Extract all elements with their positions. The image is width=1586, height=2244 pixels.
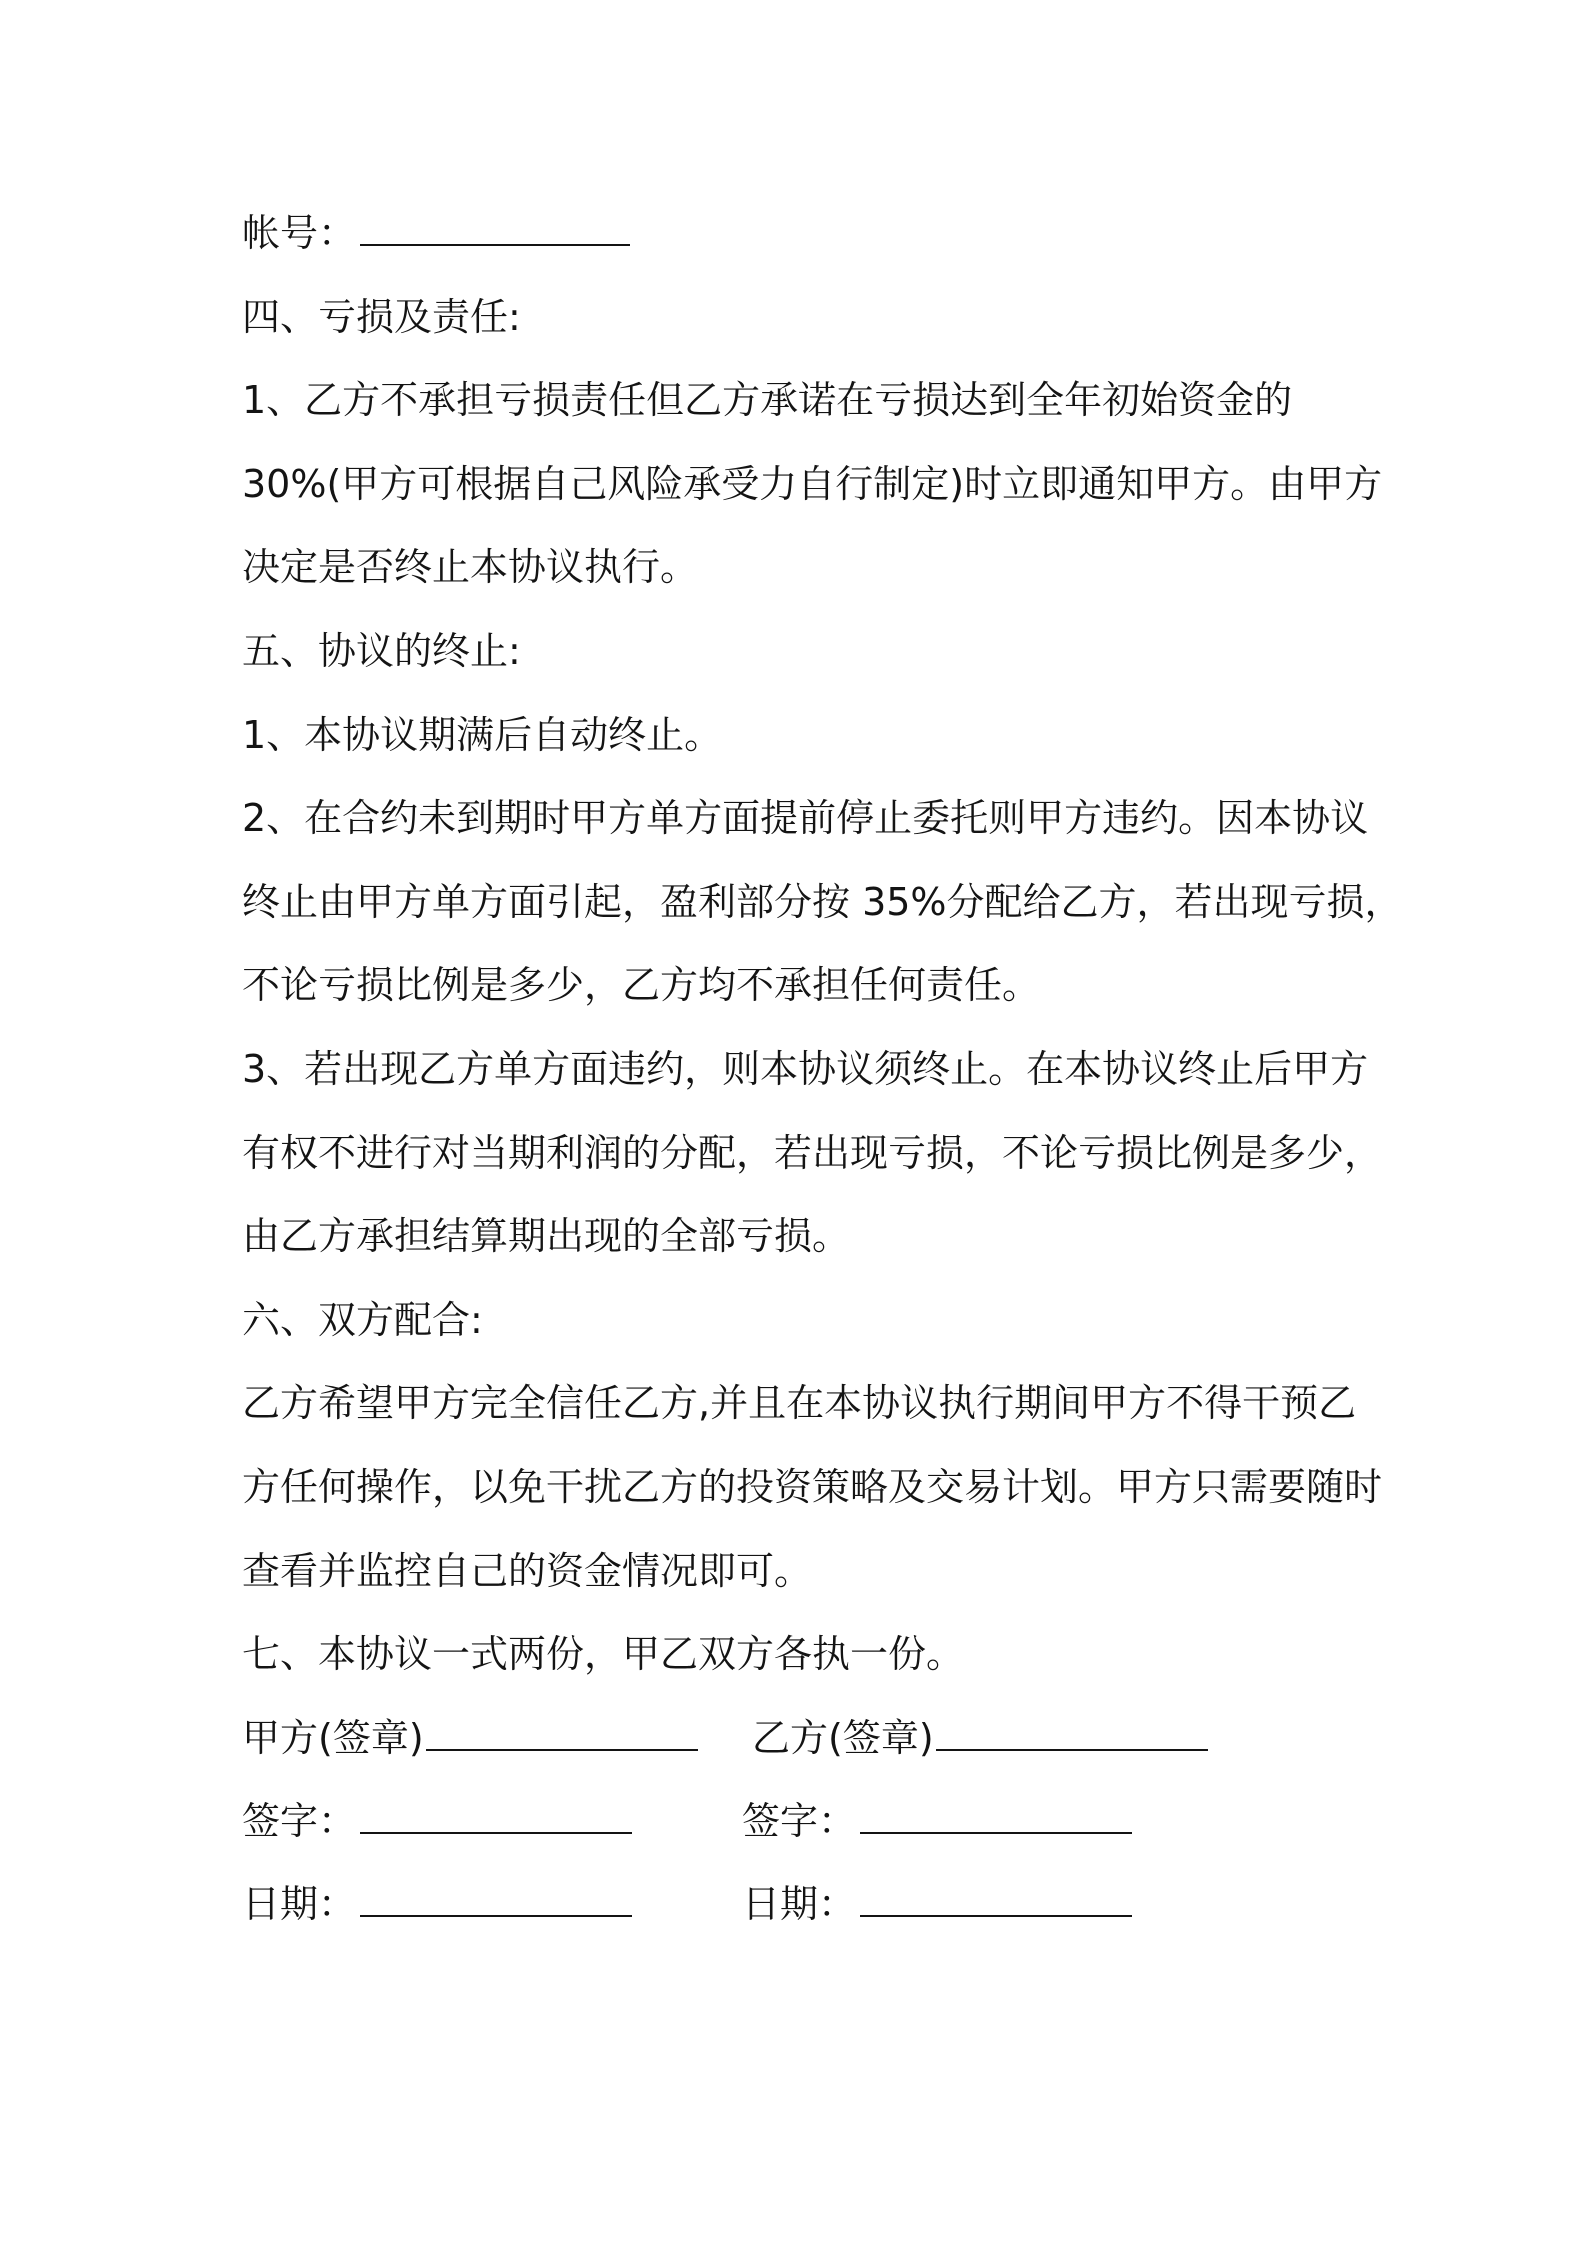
- party-b-signature: [742, 1780, 1132, 1863]
- date-label: 日期：: [242, 1881, 357, 1926]
- section-5-heading: 五、协议的终止:: [242, 628, 521, 673]
- section-5-line: 终止由甲方单方面引起，盈利部分按 35%分配给乙方，若出现亏损，: [242, 879, 1403, 924]
- party-b-date-blank: [860, 1885, 1132, 1917]
- party-a-label: 甲方(签章): [242, 1715, 424, 1760]
- section-4-line: 1、乙方不承担亏损责任但乙方承诺在亏损达到全年初始资金的: [242, 378, 1293, 423]
- account-line: [242, 192, 1362, 276]
- document-page: [242, 192, 1403, 1946]
- section-4-heading: 四、亏损及责任:: [242, 294, 521, 339]
- section-5-line: 3、若出现乙方单方面违约，则本协议须终止。在本协议终止后甲方: [242, 1046, 1369, 1091]
- section-6-line: 乙方希望甲方完全信任乙方,并且在本协议执行期间甲方不得干预乙: [242, 1381, 1357, 1426]
- section-5-line: 有权不进行对当期利润的分配，若出现亏损，不论亏损比例是多少，: [242, 1130, 1383, 1175]
- signature-row: [242, 1780, 1362, 1863]
- section-6-line: 查看并监控自己的资金情况即可。: [242, 1548, 813, 1593]
- section-4-line: 决定是否终止本协议执行。: [242, 545, 699, 590]
- section-6-line: 方任何操作，以免干扰乙方的投资策略及交易计划。甲方只需要随时: [242, 1464, 1383, 1509]
- sign-label: 签字：: [242, 1798, 357, 1843]
- party-b-seal: [752, 1697, 1208, 1780]
- section-4-line: 30%(甲方可根据自己风险承受力自行制定)时立即通知甲方。由甲方: [242, 461, 1383, 506]
- account-blank: [360, 214, 630, 246]
- party-a-date: [242, 1863, 632, 1946]
- section-7-text: 七、本协议一式两份，甲乙双方各执一份。: [242, 1632, 965, 1677]
- sign-label: 签字：: [742, 1798, 857, 1843]
- party-b-signature-blank: [860, 1802, 1132, 1834]
- date-label: 日期：: [742, 1881, 857, 1926]
- party-b-date: [742, 1863, 1132, 1946]
- date-row: [242, 1863, 1362, 1946]
- party-a-signature-blank: [360, 1802, 632, 1834]
- section-6-heading: 六、双方配合:: [242, 1297, 483, 1342]
- party-a-date-blank: [360, 1885, 632, 1917]
- party-a-signature: [242, 1780, 632, 1863]
- party-seal-row: [242, 1697, 1362, 1780]
- section-5-line: 1、本协议期满后自动终止。: [242, 712, 723, 757]
- account-label: 帐号：: [242, 211, 357, 255]
- party-a-seal: [242, 1697, 698, 1780]
- party-b-label: 乙方(签章): [752, 1715, 934, 1760]
- party-a-blank: [426, 1719, 698, 1751]
- section-5-line: 不论亏损比例是多少，乙方均不承担任何责任。: [242, 963, 1041, 1008]
- signature-block: [242, 1697, 1362, 1946]
- party-b-blank: [936, 1719, 1208, 1751]
- section-5-line: 由乙方承担结算期出现的全部亏损。: [242, 1214, 851, 1259]
- section-5-line: 2、在合约未到期时甲方单方面提前停止委托则甲方违约。因本协议: [242, 796, 1369, 841]
